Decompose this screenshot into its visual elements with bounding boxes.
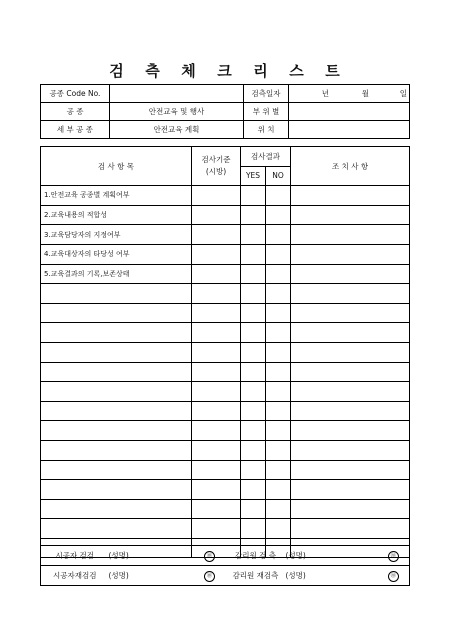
signature-row — [41, 566, 410, 586]
criteria-cell[interactable] — [192, 519, 241, 539]
table-row — [41, 440, 410, 460]
yes-cell[interactable] — [241, 480, 266, 500]
table-row — [41, 421, 410, 441]
action-cell[interactable] — [291, 440, 410, 460]
checklist-item: 4.교육대상자의 타당성 여부 — [41, 244, 192, 264]
action-cell[interactable] — [291, 460, 410, 480]
signer-name-field[interactable]: (성명) — [109, 546, 194, 566]
title-char: 체 — [181, 62, 197, 80]
no-cell[interactable] — [266, 440, 291, 460]
work-type-label: 공 종 — [41, 103, 110, 121]
info-row-detail — [41, 121, 410, 139]
no-cell[interactable] — [266, 284, 291, 304]
checklist-item: 2.교육내용의 적합성 — [41, 205, 192, 225]
no-cell[interactable] — [266, 519, 291, 539]
yes-cell[interactable] — [241, 421, 266, 441]
criteria-cell[interactable] — [192, 460, 241, 480]
action-cell[interactable] — [291, 362, 410, 382]
signature-table — [40, 545, 410, 586]
date-label: 검측일자 — [244, 85, 289, 103]
checklist-item: 1.안전교육 공종별 계획여부 — [41, 186, 192, 206]
criteria-cell[interactable] — [192, 440, 241, 460]
criteria-cell[interactable] — [192, 362, 241, 382]
action-cell[interactable] — [291, 303, 410, 323]
yes-cell[interactable] — [241, 264, 266, 284]
signer-label: 시공자재검검 — [41, 566, 109, 586]
yes-cell[interactable] — [241, 323, 266, 343]
header-criteria — [192, 147, 241, 186]
date-month: 월 — [361, 89, 369, 98]
table-row — [41, 499, 410, 519]
title-char: 측 — [145, 62, 161, 80]
title-char: 크 — [217, 62, 233, 80]
checklist-table — [40, 146, 410, 558]
action-cell[interactable] — [291, 421, 410, 441]
date-year: 년 — [321, 89, 329, 98]
no-cell[interactable] — [266, 244, 291, 264]
seal-icon: ㊞ — [204, 551, 215, 562]
criteria-cell[interactable] — [192, 225, 241, 245]
seal-mark-cell — [194, 566, 226, 586]
seal-mark-cell — [378, 566, 410, 586]
action-cell[interactable] — [291, 519, 410, 539]
table-row — [41, 362, 410, 382]
yes-cell[interactable] — [241, 244, 266, 264]
yes-cell[interactable] — [241, 303, 266, 323]
date-day: 일 — [399, 89, 407, 98]
checklist-item — [41, 323, 192, 343]
seal-icon: ㊞ — [388, 551, 399, 562]
checklist-item — [41, 284, 192, 304]
location-value[interactable] — [289, 121, 410, 139]
action-cell[interactable] — [291, 499, 410, 519]
criteria-cell[interactable] — [192, 401, 241, 421]
yes-cell[interactable] — [241, 225, 266, 245]
table-row — [41, 480, 410, 500]
checklist-item — [41, 303, 192, 323]
yes-cell[interactable] — [241, 382, 266, 402]
no-cell[interactable] — [266, 205, 291, 225]
no-cell[interactable] — [266, 499, 291, 519]
checklist-item: 3.교육담당자의 지정여부 — [41, 225, 192, 245]
info-table — [40, 84, 410, 139]
criteria-cell[interactable] — [192, 244, 241, 264]
signer-label: 시공자 검검 — [41, 546, 109, 566]
date-value[interactable] — [289, 85, 410, 103]
criteria-cell[interactable] — [192, 323, 241, 343]
signature-row — [41, 546, 410, 566]
info-row-work-type — [41, 103, 410, 121]
no-cell[interactable] — [266, 421, 291, 441]
title-char: 리 — [253, 62, 269, 80]
no-cell[interactable] — [266, 460, 291, 480]
checklist-item — [41, 362, 192, 382]
yes-cell[interactable] — [241, 401, 266, 421]
action-cell[interactable] — [291, 382, 410, 402]
supervisor-name-field[interactable]: (성명) — [286, 546, 378, 566]
checklist-item — [41, 421, 192, 441]
action-cell[interactable] — [291, 225, 410, 245]
signer-name-field[interactable]: (성명) — [109, 566, 194, 586]
info-row-code — [41, 85, 410, 103]
no-cell[interactable] — [266, 342, 291, 362]
action-cell[interactable] — [291, 284, 410, 304]
page-title — [0, 60, 450, 81]
no-cell[interactable] — [266, 323, 291, 343]
table-row — [41, 284, 410, 304]
checklist-item — [41, 440, 192, 460]
checklist-item — [41, 342, 192, 362]
table-row — [41, 519, 410, 539]
header-criteria-line1: 검사기준 — [201, 155, 231, 165]
location-label: 위 치 — [244, 121, 289, 139]
title-char: 검 — [109, 62, 125, 80]
table-row — [41, 303, 410, 323]
checklist-item — [41, 480, 192, 500]
criteria-cell[interactable] — [192, 284, 241, 304]
no-cell[interactable] — [266, 186, 291, 206]
part-label: 부 위 별 — [244, 103, 289, 121]
header-action: 조 치 사 항 — [291, 147, 410, 186]
checklist-item — [41, 519, 192, 539]
code-value[interactable] — [110, 85, 244, 103]
action-cell[interactable] — [291, 401, 410, 421]
seal-mark-cell — [378, 546, 410, 566]
seal-icon: ㊞ — [388, 571, 399, 582]
table-row — [41, 401, 410, 421]
action-cell[interactable] — [291, 205, 410, 225]
work-type-value[interactable]: 안전교육 및 행사 — [110, 103, 244, 121]
action-cell[interactable] — [291, 264, 410, 284]
table-row — [41, 225, 410, 245]
yes-cell[interactable] — [241, 342, 266, 362]
no-cell[interactable] — [266, 362, 291, 382]
yes-cell[interactable] — [241, 284, 266, 304]
no-cell[interactable] — [266, 480, 291, 500]
action-cell[interactable] — [291, 244, 410, 264]
checklist-header-row — [41, 147, 410, 167]
detail-value[interactable]: 안전교육 계획 — [110, 121, 244, 139]
action-cell[interactable] — [291, 342, 410, 362]
part-value[interactable] — [289, 103, 410, 121]
no-cell[interactable] — [266, 401, 291, 421]
header-result: 검사결과 — [241, 147, 291, 167]
supervisor-label: 감리원 검 측 — [226, 546, 286, 566]
criteria-cell[interactable] — [192, 499, 241, 519]
title-char: 스 — [289, 62, 305, 80]
action-cell[interactable] — [291, 323, 410, 343]
table-row — [41, 186, 410, 206]
yes-cell[interactable] — [241, 499, 266, 519]
yes-cell[interactable] — [241, 205, 266, 225]
header-yes: YES — [241, 166, 266, 186]
header-criteria-line2: (시방) — [205, 167, 227, 177]
action-cell[interactable] — [291, 480, 410, 500]
action-cell[interactable] — [291, 186, 410, 206]
header-no: NO — [266, 166, 291, 186]
header-item: 검 사 항 목 — [41, 147, 192, 186]
yes-cell[interactable] — [241, 519, 266, 539]
detail-label: 세 부 공 종 — [41, 121, 110, 139]
checklist-item — [41, 382, 192, 402]
table-row — [41, 382, 410, 402]
code-label: 공종 Code No. — [41, 85, 110, 103]
title-char: 트 — [325, 62, 341, 80]
criteria-cell[interactable] — [192, 480, 241, 500]
checklist-item — [41, 460, 192, 480]
yes-cell[interactable] — [241, 440, 266, 460]
table-row — [41, 323, 410, 343]
checklist-item — [41, 401, 192, 421]
criteria-cell[interactable] — [192, 205, 241, 225]
no-cell[interactable] — [266, 225, 291, 245]
criteria-cell[interactable] — [192, 303, 241, 323]
criteria-cell[interactable] — [192, 264, 241, 284]
supervisor-name-field[interactable]: (성명) — [286, 566, 378, 586]
checklist-item — [41, 499, 192, 519]
yes-cell[interactable] — [241, 362, 266, 382]
criteria-cell[interactable] — [192, 421, 241, 441]
table-row — [41, 342, 410, 362]
criteria-cell[interactable] — [192, 186, 241, 206]
criteria-cell[interactable] — [192, 342, 241, 362]
no-cell[interactable] — [266, 264, 291, 284]
table-row — [41, 244, 410, 264]
table-row — [41, 460, 410, 480]
criteria-cell[interactable] — [192, 382, 241, 402]
no-cell[interactable] — [266, 303, 291, 323]
no-cell[interactable] — [266, 382, 291, 402]
seal-icon: ㊞ — [204, 571, 215, 582]
table-row — [41, 205, 410, 225]
yes-cell[interactable] — [241, 460, 266, 480]
supervisor-label: 감리원 재검측 — [226, 566, 286, 586]
seal-mark-cell — [194, 546, 226, 566]
yes-cell[interactable] — [241, 186, 266, 206]
checklist-item: 5.교육결과의 기록,보존상태 — [41, 264, 192, 284]
table-row — [41, 264, 410, 284]
